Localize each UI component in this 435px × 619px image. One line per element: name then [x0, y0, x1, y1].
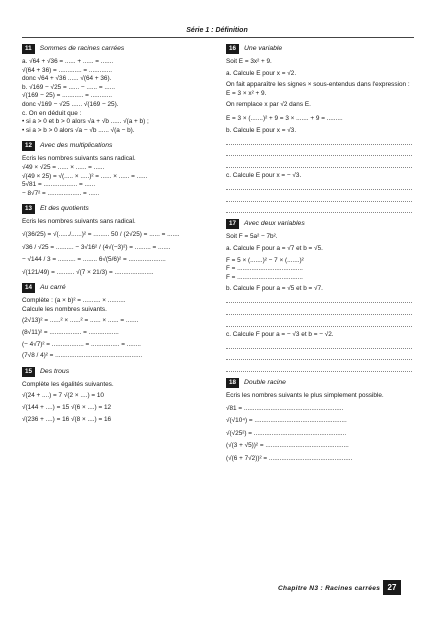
exercise-line: √(24 + ....) = 7 √(2 × ....) = 10 [22, 392, 104, 400]
exercise-title: Double racine [244, 378, 286, 386]
page-header: Série 1 : Définition [186, 27, 248, 34]
answer-line [226, 147, 412, 157]
exercise-line: √36 / √25 = .......... − 3√16² / (4√(−3)²) = ......... = ....... [22, 243, 171, 251]
exercise-number: 14 [22, 283, 35, 293]
exercise-13-heading [22, 204, 212, 214]
exercise-line: (√(6 + 7√2))² = ............................................... [226, 455, 353, 462]
exercise-line: Complète les égalités suivantes. [22, 380, 114, 388]
exercise-15-heading [22, 367, 212, 377]
exercise-line: (√(3 + √5))² = ............................................... [226, 442, 349, 450]
exercise-line: Écris les nombres suivants le plus simplement possible. [226, 392, 384, 400]
exercise-line: (2√13)² = ......² × ......² = ...... × ...... = ....... [22, 317, 139, 325]
exercise-line: b. Calcule E pour x = √3. [226, 126, 297, 134]
exercise-line: √(121/49) = .......... √(7 × 21/3) = ...................... [22, 268, 154, 276]
exercise-title: Avec deux variables [244, 220, 305, 228]
exercise-line: b. Calcule F pour a = √5 et b = √7. [226, 285, 323, 293]
exercise-line: On fait apparaître les signes × sous-entendus dans l'expression : E = 3 × x² + 9. [226, 81, 410, 97]
answer-line [226, 158, 412, 168]
answer-line [226, 317, 412, 327]
answer-line [226, 362, 412, 372]
exercise-12-heading [22, 141, 212, 151]
exercise-line: 5√81 = ................... = ...... [22, 181, 96, 189]
answer-line [226, 135, 412, 145]
exercise-line: Écris les nombres suivants sans radical. [22, 218, 136, 226]
exercise-line: F = ..................................... [226, 273, 303, 281]
exercise-number: 18 [226, 378, 239, 388]
exercise-number: 12 [22, 141, 35, 151]
left-column [22, 44, 212, 427]
exercise-line: − 8√7² = ................... = ...... [22, 189, 100, 197]
exercise-11-heading [22, 44, 212, 54]
exercise-line: Soit E = 3x² + 9. [226, 58, 272, 65]
exercise-line: √(36/25) = √(....../......)² = ......... 50 / (2√25) = ...... = ....... [22, 230, 180, 238]
header-divider [22, 37, 414, 38]
exercise-line: √(√10⁴) = .................................................... [226, 417, 347, 425]
exercise-line: Calcule les nombres suivants. [22, 305, 107, 313]
exercise-14-heading [22, 283, 212, 293]
answer-line [226, 204, 412, 214]
exercise-line: donc √64 + √36 ...... √(64 + 36). [22, 75, 112, 83]
exercise-line: donc √169 − √25 ...... √(169 − 25). [22, 100, 119, 108]
exercise-line: a. Calcule F pour a = √7 et b = √5. [226, 244, 323, 252]
exercise-line: b. √169 − √25 = ...... − ...... = ...... [22, 83, 115, 91]
exercise-line: E = 3 × (.......)² + 9 = 3 × ....... + 9 = ......... [226, 114, 343, 122]
exercise-line: a. Calcule E pour x = √2. [226, 69, 297, 77]
exercise-line: (8√11)² = .................. = ................. [22, 329, 119, 337]
exercise-line: √81 = ........................................................ [226, 404, 344, 412]
exercise-title: Sommes de racines carrées [39, 44, 125, 52]
exercise-number: 16 [226, 44, 239, 54]
exercise-line: • si a > 0 et b > 0 alors √a + √b ...... √(a + b) ; [22, 118, 149, 126]
exercise-line: √(49 × 25) = √(..... × .....)² = ...... × ...... = ...... [22, 172, 148, 180]
exercise-number: 15 [22, 367, 35, 377]
answer-line [226, 339, 412, 349]
exercise-line: c. Calcule E pour x = − √3. [226, 171, 302, 179]
answer-line [226, 305, 412, 315]
exercise-line: √49 × √25 = ...... × ...... = ...... [22, 163, 105, 171]
exercise-line: √(144 + ....) = 15 √(6 × ....) = 12 [22, 404, 112, 412]
exercise-line: (7√8 / 4)² = ................................................. [22, 352, 143, 360]
exercise-number: 17 [226, 219, 239, 229]
exercise-line: Complète : (a × b)² = .......... × .......... [22, 297, 126, 305]
exercise-title: Au carré [40, 283, 66, 291]
exercise-title: Une variable [244, 44, 283, 52]
answer-line [226, 181, 412, 191]
exercise-title: Et des quotients [40, 205, 89, 213]
chapter-footer: Chapitre N3 : Racines carrées [278, 585, 381, 592]
exercise-16-heading [226, 44, 412, 54]
exercise-line: Soit F = 5a² − 7b². [226, 233, 278, 241]
exercise-line: Écris les nombres suivants sans radical. [22, 155, 136, 163]
exercise-line: On remplace x par √2 dans E. [226, 101, 311, 109]
exercise-line: √(236 + ....) = 16 √(8 × ....) = 16 [22, 415, 112, 423]
exercise-line: c. On en déduit que : [22, 109, 82, 117]
answer-line [226, 294, 412, 304]
exercise-line: c. Calcule F pour a = − √3 et b = − √2. [226, 330, 334, 338]
exercise-line: (− 4√7)² = .................. = ................ = ........ [22, 340, 141, 348]
exercise-line: − √144 / 3 = .......... = ........ 6√(5/6)² = ..................... [22, 256, 166, 264]
exercise-line: • si a > b > 0 alors √a − √b ...... √(a − b). [22, 126, 135, 134]
exercise-title: Avec des multiplications [40, 142, 113, 150]
exercise-line: a. √64 + √36 = ...... + ...... = ....... [22, 58, 114, 65]
exercise-line: √(64 + 36) = ............. = ............. [22, 66, 112, 74]
exercise-line: F = 5 × (.......)² − 7 × (.......)² [226, 256, 304, 264]
exercise-18-heading [226, 378, 412, 388]
right-column [226, 44, 412, 464]
answer-line [226, 351, 412, 361]
exercise-number: 13 [22, 204, 35, 214]
exercise-line: √(√25²) = .................................................... [226, 429, 347, 437]
exercise-line: F = ..................................... [226, 265, 303, 273]
answer-line [226, 192, 412, 202]
page-number: 27 [383, 580, 401, 595]
exercise-line: √(169 − 25) = ............ = ............ [22, 92, 112, 100]
exercise-17-heading [226, 219, 412, 229]
exercise-number: 11 [22, 44, 35, 54]
exercise-title: Des trous [40, 367, 70, 375]
